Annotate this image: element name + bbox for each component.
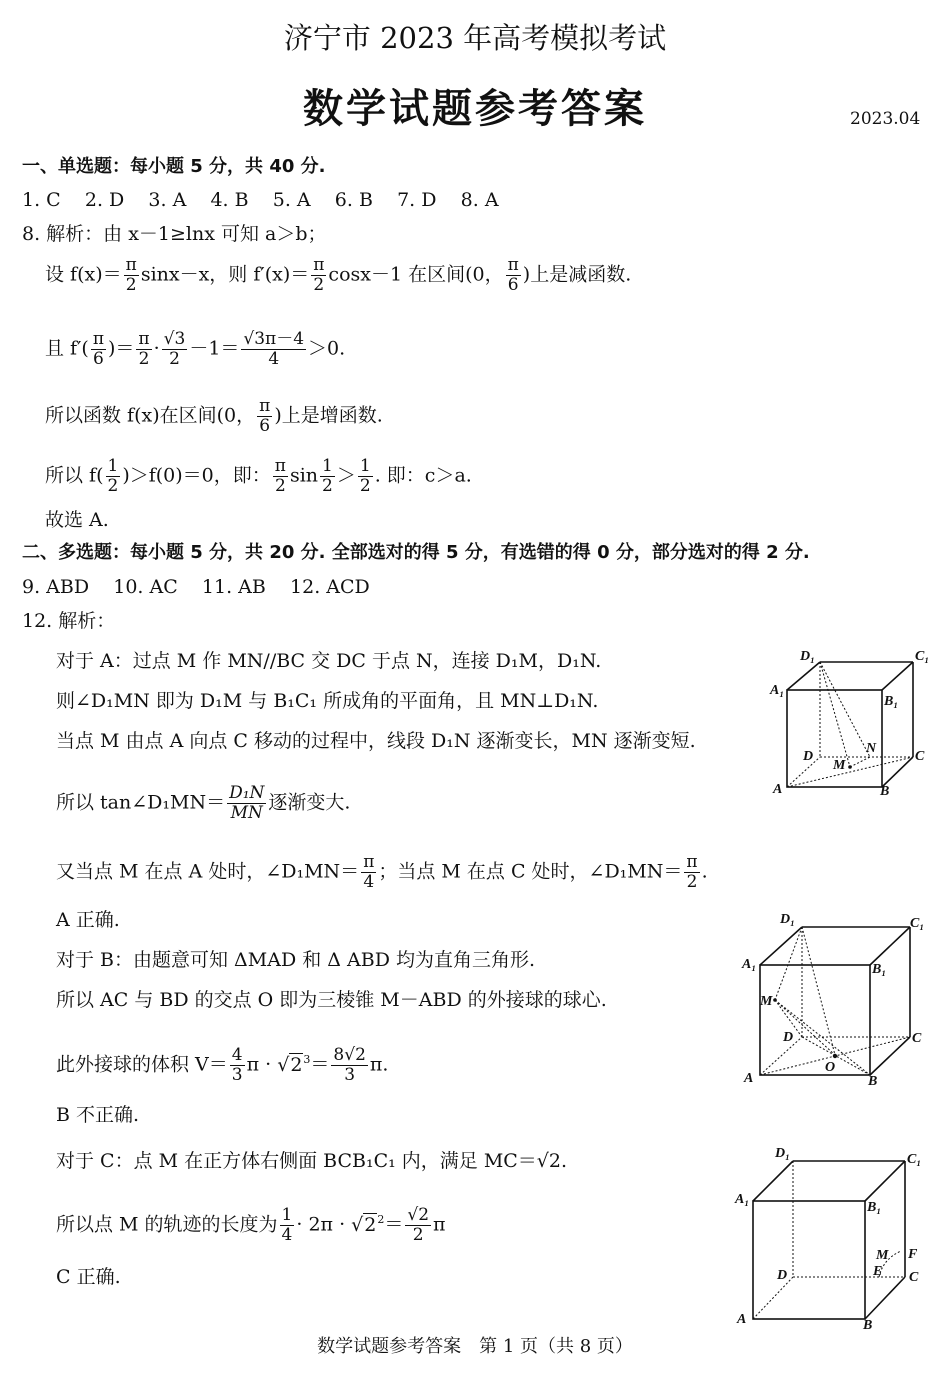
label-D1: D₁ [800,649,815,664]
section1-answers: 1. C 2. D 3. A 4. B 5. A 6. B 7. D 8. A [22,189,499,211]
label-D: D [803,749,814,764]
label-N: N [866,741,877,756]
q8-line4: 所以 f( $\frac{1}{2}$ )＞f(0)＝0，即： $\frac{\pi}{2}$ sin $\frac{1}{2}$ ＞ $\frac{1}{2}$ . 即：c＞a. [45,456,472,496]
cube-figure-a [765,645,935,800]
label-D: D [777,1268,788,1283]
label-A1: A₁ [770,683,785,698]
section2-heading: 二、多选题：每小题 5 分，共 20 分. 全部选对的得 5 分，有选错的得 0 分，部分选对的得 2 分. [22,542,810,563]
label-C1: C₁ [915,649,930,664]
q8-line3: 所以函数 f(x)在区间(0， $\frac{\pi}{6}$ )上是增函数. [45,396,383,436]
q12-a-line1: 对于 A：过点 M 作 MN//BC 交 DC 于点 N，连接 D₁M，D₁N. [56,650,602,672]
q12-c-conclusion: C 正确. [56,1266,121,1288]
label-A1: A₁ [742,957,757,972]
cube-figure-b [740,905,930,1090]
label-B1: B₁ [872,962,887,977]
label-B: B [880,784,890,799]
label-A: A [773,782,783,797]
label-C: C [912,1031,922,1046]
label-C: C [915,749,925,764]
q12-a-line4: 所以 tan∠D₁MN＝ $\frac{\text{D₁N}}{MN}$ 逐渐变大. [56,783,351,823]
q12-intro: 12. 解析： [22,610,116,632]
label-F: F [908,1247,918,1262]
q8-intro: 8. 解析：由 x－1≥lnx 可知 a＞b； [22,223,327,245]
q12-a-line2: 则∠D₁MN 即为 D₁M 与 B₁C₁ 所成角的平面角，且 MN⊥D₁N. [56,690,599,712]
q12-a-line5: 又当点 M 在点 A 处时，∠D₁MN＝ $\frac{\pi}{4}$ ；当点 M 在点 C 处时，∠D₁MN＝ $\frac{\pi}{2}$ . [56,852,708,892]
label-M: M [876,1248,889,1263]
label-D1: D₁ [780,912,795,927]
label-C: C [909,1270,919,1285]
label-B1: B₁ [867,1200,882,1215]
label-M: M [760,994,773,1009]
label-O: O [825,1060,836,1075]
q12-b-conclusion: B 不正确. [56,1104,140,1126]
q8-line2: 且 f′( $\frac{\pi}{6}$ )＝ $\frac{\pi}{2}$ · $\frac{√3}{2}$ －1＝ $\frac{√3\pi-4}{4}$ ＞0. [45,329,346,369]
label-M: M [833,758,846,773]
label-A: A [744,1071,754,1086]
q12-a-line3: 当点 M 由点 A 向点 C 移动的过程中，线段 D₁N 逐渐变长，MN 逐渐变短. [56,730,696,752]
label-E: E [873,1264,883,1279]
exam-date: 2023.04 [850,109,921,129]
label-C1: C₁ [910,916,925,931]
q12-b-line3: 此外接球的体积 V＝ $\frac{4}{3}$ $\pi \cdot √2^3=$ $\frac{8√2}{3}$ π. [56,1045,389,1085]
label-D: D [783,1030,794,1045]
q12-b-line2: 所以 AC 与 BD 的交点 O 即为三棱锥 M－ABD 的外接球的球心. [56,989,607,1011]
label-B1: B₁ [884,694,899,709]
cube-figure-c [733,1145,928,1333]
label-A: A [737,1312,747,1327]
label-C1: C₁ [907,1152,922,1167]
section2-answers: 9. ABD 10. AC 11. AB 12. ACD [22,576,370,598]
section1-heading: 一、单选题：每小题 5 分，共 40 分. [22,156,326,177]
page-subtitle: 数学试题参考答案 [303,86,647,132]
q12-b-line1: 对于 B：由题意可知 ΔMAD 和 Δ ABD 均为直角三角形. [56,949,536,971]
q12-c-line1: 对于 C：点 M 在正方体右侧面 BCB₁C₁ 内，满足 MC＝√2. [56,1150,568,1172]
q12-c-line2: 所以点 M 的轨迹的长度为 $\frac{1}{4}$ · $2\pi \cdot √2^2=$ $\frac{√2}{2}$ π [56,1205,446,1245]
q12-a-conclusion: A 正确. [56,909,120,931]
page-footer: 数学试题参考答案 第 1 页（共 8 页） [317,1336,633,1357]
label-B: B [868,1074,878,1089]
q8-line1: 设 f(x)＝ $\frac{\pi}{2}$ sinx－x，则 f′(x)＝ $\frac{\pi}{2}$ cosx－1 在区间(0， $\frac{\pi}{6}$ )上是减函数. [45,255,632,295]
page-title: 济宁市 2023 年高考模拟考试 [283,21,667,55]
q8-conclusion: 故选 A. [45,509,109,531]
label-A1: A₁ [735,1192,750,1207]
label-B: B [863,1318,873,1333]
label-D1: D₁ [775,1146,790,1161]
